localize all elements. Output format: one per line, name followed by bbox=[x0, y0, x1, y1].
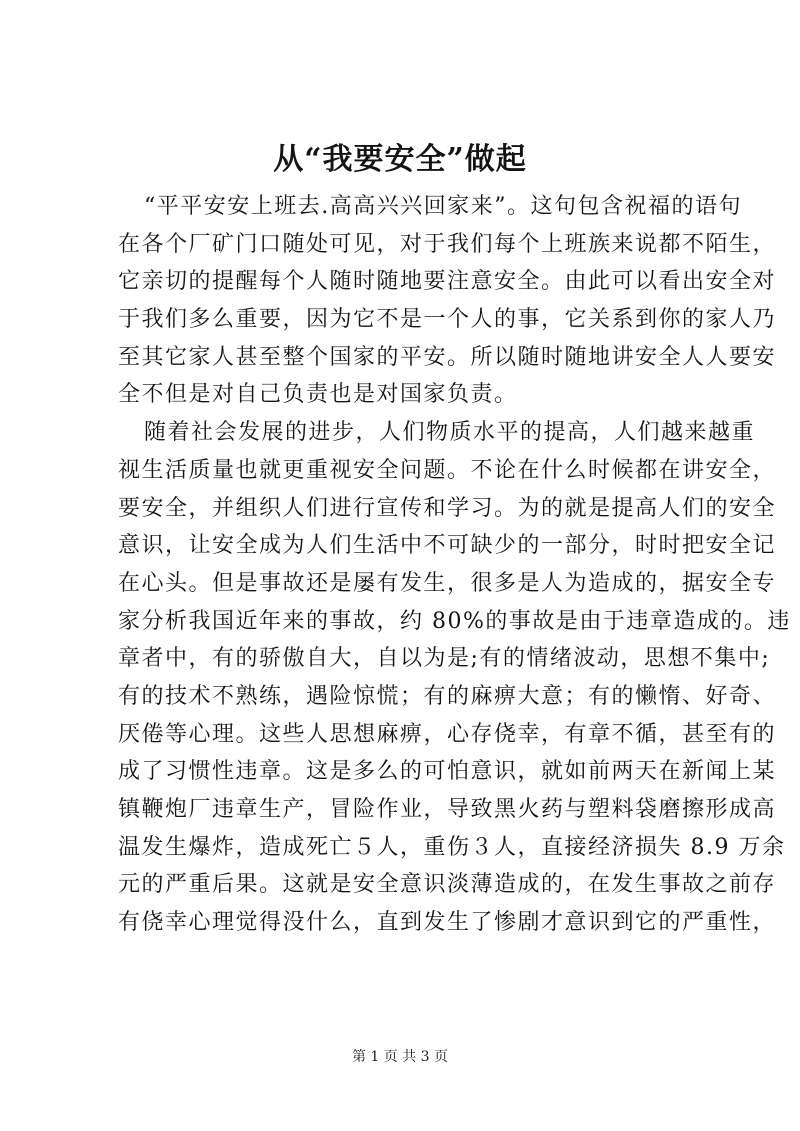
text-line: 它亲切的提醒每个人随时随地要注意安全。由此可以看出安全对 bbox=[118, 269, 777, 295]
text-line: 在各个厂矿门口随处可见，对于我们每个上班族来说都不陌生， bbox=[118, 231, 777, 257]
text-line: 要安全，并组织人们进行宣传和学习。为的就是提高人们的安全 bbox=[118, 495, 777, 521]
page-footer: 第 1 页 共 3 页 bbox=[351, 1049, 449, 1065]
paragraph-1 bbox=[118, 188, 777, 414]
paragraph-2 bbox=[118, 414, 791, 942]
text-line: 随着社会发展的进步，人们物质水平的提高，人们越来越重 bbox=[144, 420, 756, 446]
text-line: 厌倦等心理。这些人思想麻痹，心存侥幸，有章不循，甚至有的 bbox=[118, 721, 777, 747]
text-line: 于我们多么重要，因为它不是一个人的事，它关系到你的家人乃 bbox=[118, 307, 777, 333]
text-line: 意识，让安全成为人们生活中不可缺少的一部分，时时把安全记 bbox=[118, 533, 777, 559]
text-line: 有侥幸心理觉得没什么，直到发生了惨剧才意识到它的严重性， bbox=[118, 910, 777, 936]
document-body bbox=[118, 188, 791, 942]
text-line: 家分析我国近年来的事故，约 80%的事故是由于违章造成的。违 bbox=[118, 608, 791, 634]
text-line: 温发生爆炸，造成死亡５人，重伤３人，直接经济损失 8.9 万余 bbox=[118, 834, 786, 860]
text-line: 成了习惯性违章。这是多么的可怕意识，就如前两天在新闻上某 bbox=[118, 759, 777, 785]
text-line: “平平安安上班去.高高兴兴回家来”。这句包含祝福的语句 bbox=[144, 194, 742, 219]
document-title: 从“我要安全”做起 bbox=[273, 142, 527, 177]
text-line: 在心头。但是事故还是屡有发生，很多是人为造成的，据安全专 bbox=[118, 570, 777, 596]
text-line: 至其它家人甚至整个国家的平安。所以随时随地讲安全人人要安 bbox=[118, 344, 777, 370]
text-line: 元的严重后果。这就是安全意识淡薄造成的，在发生事故之前存 bbox=[118, 872, 777, 898]
text-line: 镇鞭炮厂违章生产，冒险作业，导致黑火药与塑料袋磨擦形成高 bbox=[118, 797, 777, 822]
text-line: 有的技术不熟练，遇险惊慌；有的麻痹大意；有的懒惰、好奇、 bbox=[118, 683, 777, 709]
text-line: 全不但是对自己负责也是对国家负责。 bbox=[118, 382, 518, 408]
text-line: 章者中，有的骄傲自大，自以为是;有的情绪波动，思想不集中; bbox=[118, 646, 771, 672]
text-line: 视生活质量也就更重视安全问题。不论在什么时候都在讲安全， bbox=[118, 457, 777, 483]
